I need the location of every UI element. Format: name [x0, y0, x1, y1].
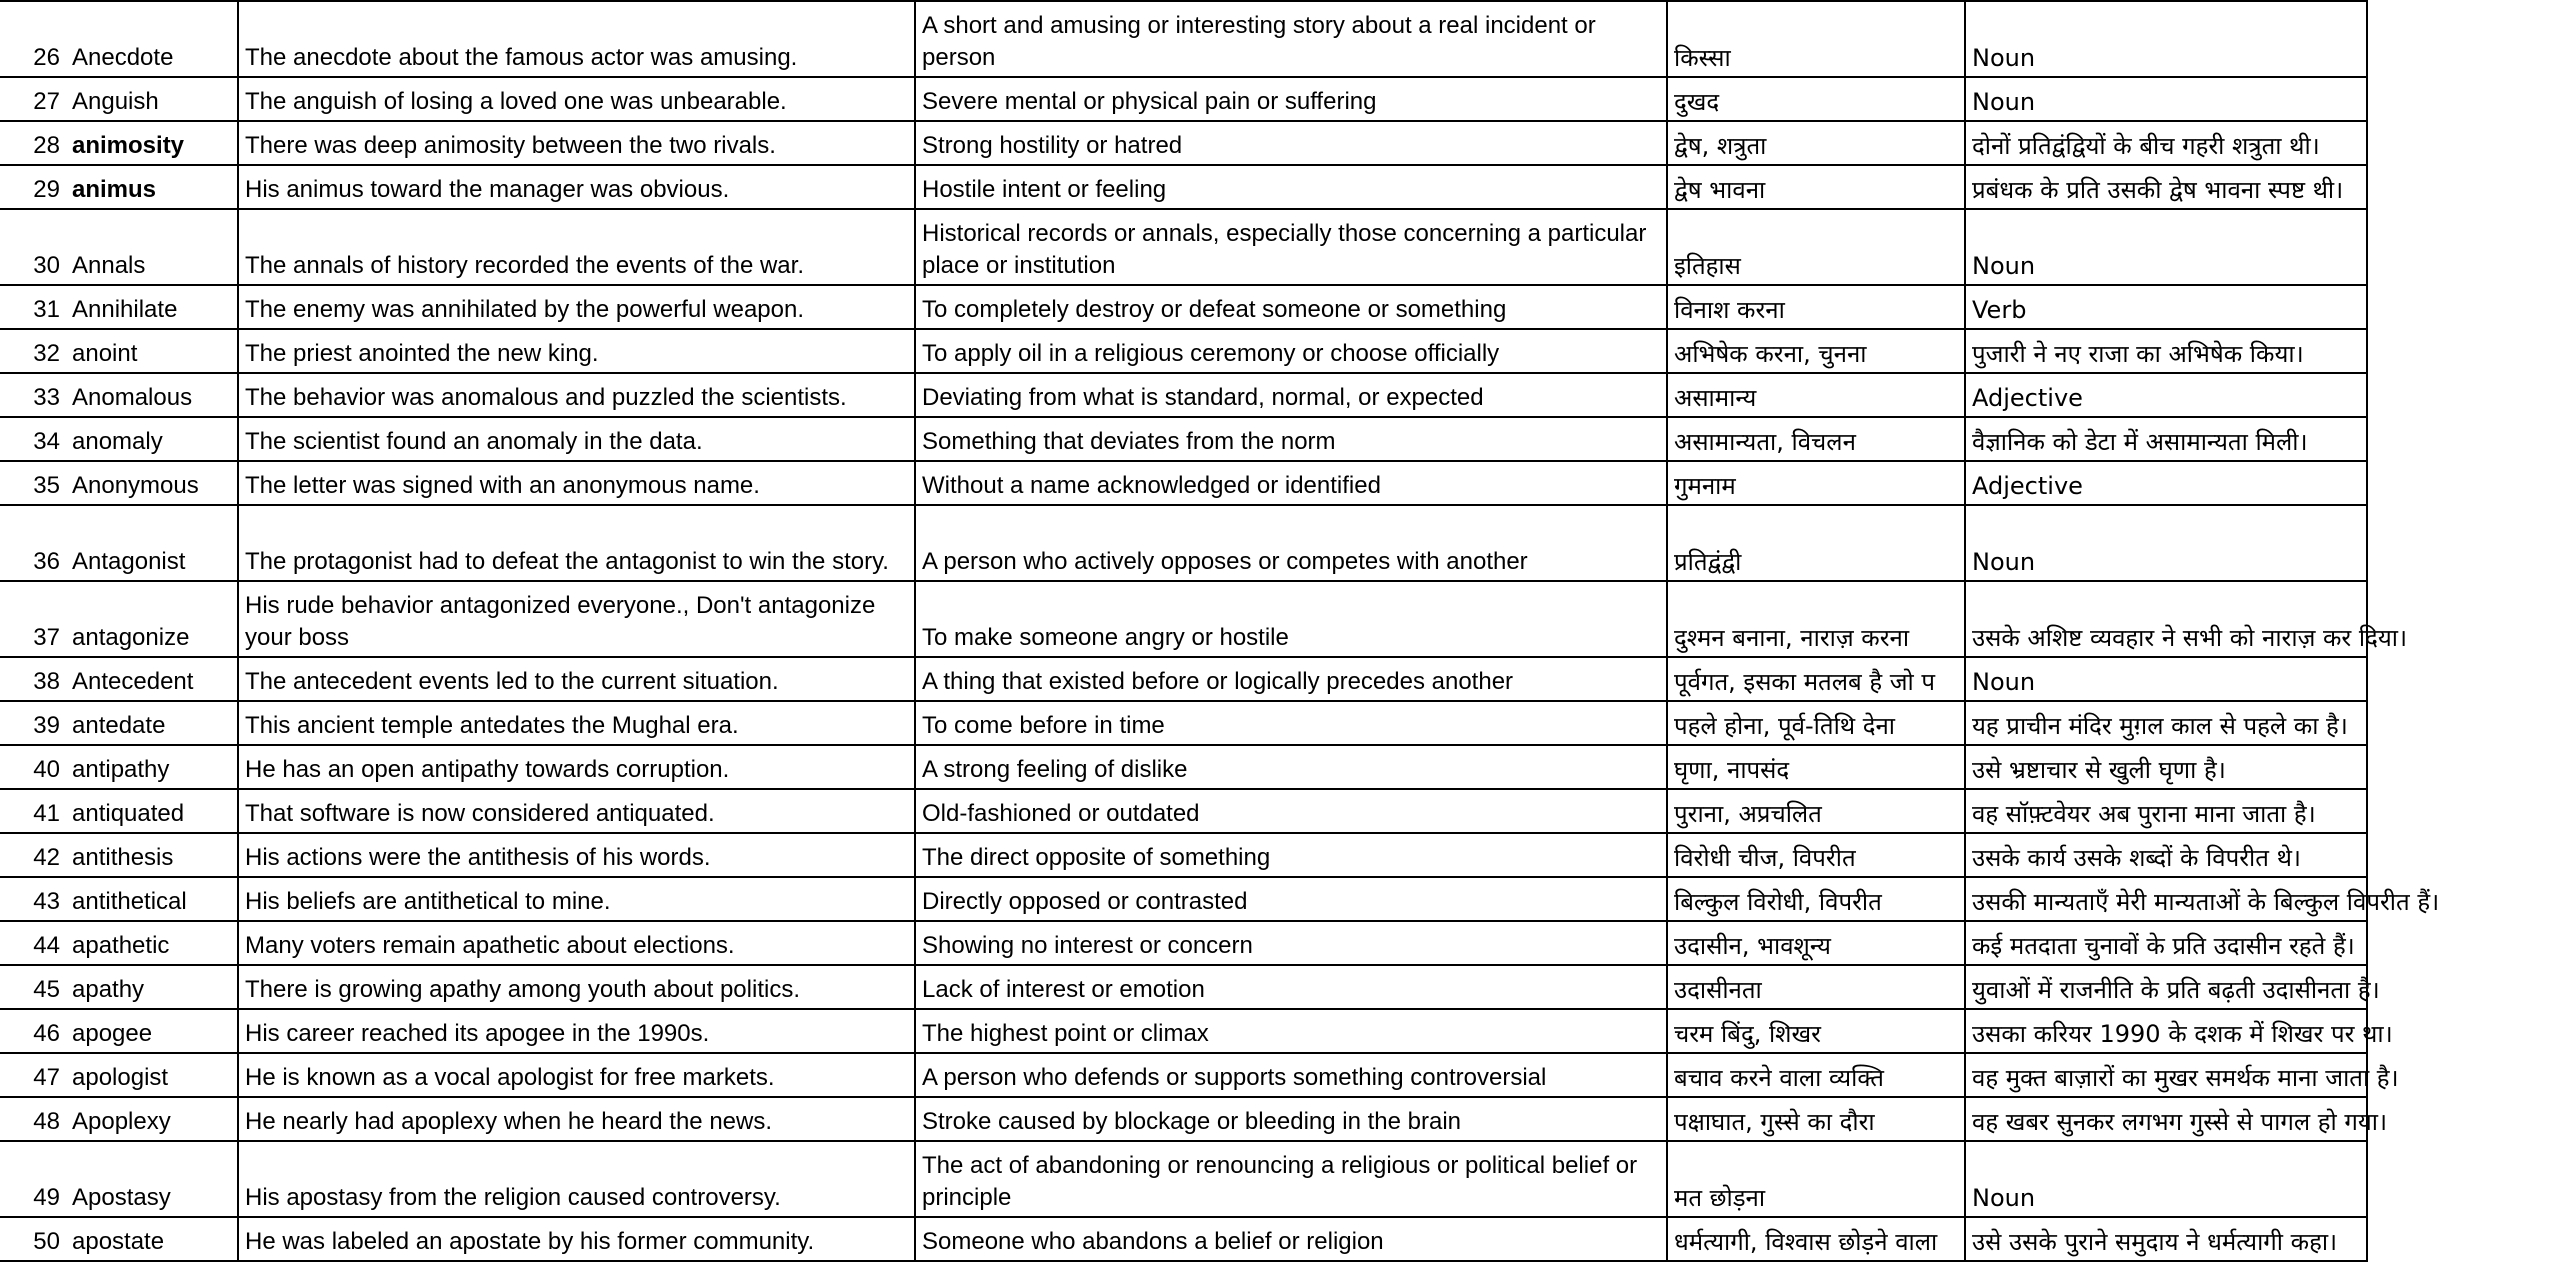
hindi-meaning-cell[interactable]: विरोधी चीज, विपरीत — [1667, 833, 1965, 877]
example-sentence-cell[interactable]: There was deep animosity between the two rivals. — [238, 121, 915, 165]
meaning-cell[interactable]: To apply oil in a religious ceremony or choose officially — [915, 329, 1667, 373]
word-cell[interactable]: apathetic — [66, 921, 238, 965]
usage-or-part-of-speech-cell[interactable]: वैज्ञानिक को डेटा में असामान्यता मिली। — [1965, 417, 2367, 461]
row-number-cell[interactable]: 38 — [0, 657, 66, 701]
table-row — [0, 877, 2367, 921]
word-cell[interactable]: antiquated — [66, 789, 238, 833]
usage-or-part-of-speech-cell[interactable]: Noun — [1965, 209, 2367, 285]
example-sentence-cell[interactable]: The anecdote about the famous actor was amusing. — [238, 1, 915, 77]
word-cell[interactable]: Anonymous — [66, 461, 238, 505]
meaning-cell[interactable]: Old-fashioned or outdated — [915, 789, 1667, 833]
usage-or-part-of-speech-cell[interactable]: कई मतदाता चुनावों के प्रति उदासीन रहते हैं। — [1965, 921, 2367, 965]
usage-or-part-of-speech-cell[interactable]: युवाओं में राजनीति के प्रति बढ़ती उदासीनता है। — [1965, 965, 2367, 1009]
meaning-cell[interactable]: A short and amusing or interesting story about a real incident or person — [915, 1, 1667, 77]
word-cell[interactable]: Antagonist — [66, 505, 238, 581]
table-row — [0, 329, 2367, 373]
meaning-cell[interactable]: Historical records or annals, especially those concerning a particular place or institution — [915, 209, 1667, 285]
table-row — [0, 1141, 2367, 1217]
row-number-cell[interactable]: 47 — [0, 1053, 66, 1097]
hindi-meaning-cell[interactable]: गुमनाम — [1667, 461, 1965, 505]
word-cell[interactable]: animus — [66, 165, 238, 209]
table-row — [0, 121, 2367, 165]
word-cell[interactable]: antipathy — [66, 745, 238, 789]
hindi-meaning-cell[interactable]: प्रतिद्वंद्वी — [1667, 505, 1965, 581]
row-number-cell[interactable]: 28 — [0, 121, 66, 165]
word-cell[interactable]: Annihilate — [66, 285, 238, 329]
meaning-cell[interactable]: Showing no interest or concern — [915, 921, 1667, 965]
hindi-meaning-cell[interactable]: द्वेष, शत्रुता — [1667, 121, 1965, 165]
usage-or-part-of-speech-cell[interactable]: उसका करियर 1990 के दशक में शिखर पर था। — [1965, 1009, 2367, 1053]
word-cell[interactable]: animosity — [66, 121, 238, 165]
row-number-cell[interactable]: 31 — [0, 285, 66, 329]
meaning-cell[interactable]: To come before in time — [915, 701, 1667, 745]
table-row — [0, 1053, 2367, 1097]
row-number-cell[interactable]: 33 — [0, 373, 66, 417]
meaning-cell[interactable]: Lack of interest or emotion — [915, 965, 1667, 1009]
example-sentence-cell[interactable]: He has an open antipathy towards corruption. — [238, 745, 915, 789]
example-sentence-cell[interactable]: His career reached its apogee in the 1990s. — [238, 1009, 915, 1053]
row-number-cell[interactable]: 34 — [0, 417, 66, 461]
row-number-cell[interactable]: 44 — [0, 921, 66, 965]
row-number-cell[interactable]: 40 — [0, 745, 66, 789]
row-number-cell[interactable]: 42 — [0, 833, 66, 877]
hindi-meaning-cell[interactable]: बिल्कुल विरोधी, विपरीत — [1667, 877, 1965, 921]
example-sentence-cell[interactable]: He is known as a vocal apologist for free markets. — [238, 1053, 915, 1097]
example-sentence-cell[interactable]: His apostasy from the religion caused controversy. — [238, 1141, 915, 1217]
table-row — [0, 373, 2367, 417]
meaning-cell[interactable]: Something that deviates from the norm — [915, 417, 1667, 461]
usage-or-part-of-speech-cell[interactable]: Noun — [1965, 77, 2367, 121]
hindi-meaning-cell[interactable]: उदासीन, भावशून्य — [1667, 921, 1965, 965]
row-number-cell[interactable]: 50 — [0, 1217, 66, 1261]
hindi-meaning-cell[interactable]: दुश्मन बनाना, नाराज़ करना — [1667, 581, 1965, 657]
word-cell[interactable]: Annals — [66, 209, 238, 285]
example-sentence-cell[interactable]: His beliefs are antithetical to mine. — [238, 877, 915, 921]
word-cell[interactable]: Antecedent — [66, 657, 238, 701]
usage-or-part-of-speech-cell[interactable]: उसकी मान्यताएँ मेरी मान्यताओं के बिल्कुल विपरीत हैं। — [1965, 877, 2367, 921]
word-cell[interactable]: anomaly — [66, 417, 238, 461]
row-number-cell[interactable]: 37 — [0, 581, 66, 657]
usage-or-part-of-speech-cell[interactable]: Noun — [1965, 657, 2367, 701]
row-number-cell[interactable]: 46 — [0, 1009, 66, 1053]
usage-or-part-of-speech-cell[interactable]: वह मुक्त बाज़ारों का मुखर समर्थक माना जाता है। — [1965, 1053, 2367, 1097]
word-cell[interactable]: Apostasy — [66, 1141, 238, 1217]
usage-or-part-of-speech-cell[interactable]: Adjective — [1965, 461, 2367, 505]
row-number-cell[interactable]: 30 — [0, 209, 66, 285]
hindi-meaning-cell[interactable]: पूर्वगत, इसका मतलब है जो प — [1667, 657, 1965, 701]
example-sentence-cell[interactable]: Many voters remain apathetic about elections. — [238, 921, 915, 965]
meaning-cell[interactable]: Deviating from what is standard, normal, or expected — [915, 373, 1667, 417]
meaning-cell[interactable]: Stroke caused by blockage or bleeding in the brain — [915, 1097, 1667, 1141]
usage-or-part-of-speech-cell[interactable]: वह सॉफ़्टवेयर अब पुराना माना जाता है। — [1965, 789, 2367, 833]
word-cell[interactable]: Anecdote — [66, 1, 238, 77]
meaning-cell[interactable]: To completely destroy or defeat someone or something — [915, 285, 1667, 329]
example-sentence-cell[interactable]: The antecedent events led to the current situation. — [238, 657, 915, 701]
table-row — [0, 1, 2367, 77]
word-cell[interactable]: apathy — [66, 965, 238, 1009]
table-row — [0, 581, 2367, 657]
row-number-cell[interactable]: 49 — [0, 1141, 66, 1217]
table-row — [0, 209, 2367, 285]
example-sentence-cell[interactable]: His rude behavior antagonized everyone., Don't antagonize your boss — [238, 581, 915, 657]
usage-or-part-of-speech-cell[interactable]: Verb — [1965, 285, 2367, 329]
word-cell[interactable]: Apoplexy — [66, 1097, 238, 1141]
meaning-cell[interactable]: The act of abandoning or renouncing a religious or political belief or principle — [915, 1141, 1667, 1217]
hindi-meaning-cell[interactable]: असामान्य — [1667, 373, 1965, 417]
table-row — [0, 505, 2367, 581]
row-number-cell[interactable]: 39 — [0, 701, 66, 745]
row-number-cell[interactable]: 41 — [0, 789, 66, 833]
example-sentence-cell[interactable]: His animus toward the manager was obvious. — [238, 165, 915, 209]
row-number-cell[interactable]: 45 — [0, 965, 66, 1009]
hindi-meaning-cell[interactable]: किस्सा — [1667, 1, 1965, 77]
hindi-meaning-cell[interactable]: इतिहास — [1667, 209, 1965, 285]
word-cell[interactable]: apogee — [66, 1009, 238, 1053]
example-sentence-cell[interactable]: His actions were the antithesis of his words. — [238, 833, 915, 877]
row-number-cell[interactable]: 35 — [0, 461, 66, 505]
usage-or-part-of-speech-cell[interactable]: उसे उसके पुराने समुदाय ने धर्मत्यागी कहा। — [1965, 1217, 2367, 1261]
meaning-cell[interactable]: Someone who abandons a belief or religion — [915, 1217, 1667, 1261]
hindi-meaning-cell[interactable]: विनाश करना — [1667, 285, 1965, 329]
hindi-meaning-cell[interactable]: पक्षाघात, गुस्से का दौरा — [1667, 1097, 1965, 1141]
word-cell[interactable]: Anguish — [66, 77, 238, 121]
hindi-meaning-cell[interactable]: पहले होना, पूर्व-तिथि देना — [1667, 701, 1965, 745]
table-row — [0, 77, 2367, 121]
usage-or-part-of-speech-cell[interactable]: Noun — [1965, 1, 2367, 77]
example-sentence-cell[interactable]: That software is now considered antiquated. — [238, 789, 915, 833]
usage-or-part-of-speech-cell[interactable]: Noun — [1965, 1141, 2367, 1217]
table-row — [0, 833, 2367, 877]
meaning-cell[interactable]: Directly opposed or contrasted — [915, 877, 1667, 921]
row-number-cell[interactable]: 48 — [0, 1097, 66, 1141]
example-sentence-cell[interactable]: The letter was signed with an anonymous name. — [238, 461, 915, 505]
example-sentence-cell[interactable]: He nearly had apoplexy when he heard the news. — [238, 1097, 915, 1141]
table-row — [0, 701, 2367, 745]
row-number-cell[interactable]: 29 — [0, 165, 66, 209]
usage-or-part-of-speech-cell[interactable]: Noun — [1965, 505, 2367, 581]
hindi-meaning-cell[interactable]: दुखद — [1667, 77, 1965, 121]
hindi-meaning-cell[interactable]: बचाव करने वाला व्यक्ति — [1667, 1053, 1965, 1097]
table-row — [0, 745, 2367, 789]
usage-or-part-of-speech-cell[interactable]: उसे भ्रष्टाचार से खुली घृणा है। — [1965, 745, 2367, 789]
hindi-meaning-cell[interactable]: धर्मत्यागी, विश्वास छोड़ने वाला — [1667, 1217, 1965, 1261]
table-row — [0, 789, 2367, 833]
table-row — [0, 461, 2367, 505]
meaning-cell[interactable]: The direct opposite of something — [915, 833, 1667, 877]
meaning-cell[interactable]: A person who actively opposes or competes with another — [915, 505, 1667, 581]
table-row — [0, 1009, 2367, 1053]
meaning-cell[interactable]: A thing that existed before or logically precedes another — [915, 657, 1667, 701]
table-row — [0, 1217, 2367, 1261]
table-row — [0, 657, 2367, 701]
usage-or-part-of-speech-cell[interactable]: उसके कार्य उसके शब्दों के विपरीत थे। — [1965, 833, 2367, 877]
example-sentence-cell[interactable]: This ancient temple antedates the Mughal era. — [238, 701, 915, 745]
table-row — [0, 921, 2367, 965]
meaning-cell[interactable]: A person who defends or supports something controversial — [915, 1053, 1667, 1097]
meaning-cell[interactable]: Strong hostility or hatred — [915, 121, 1667, 165]
usage-or-part-of-speech-cell[interactable]: उसके अशिष्ट व्यवहार ने सभी को नाराज़ कर दिया। — [1965, 581, 2367, 657]
example-sentence-cell[interactable]: The annals of history recorded the events of the war. — [238, 209, 915, 285]
table-row — [0, 965, 2367, 1009]
meaning-cell[interactable]: Severe mental or physical pain or suffering — [915, 77, 1667, 121]
table-row — [0, 165, 2367, 209]
usage-or-part-of-speech-cell[interactable]: Adjective — [1965, 373, 2367, 417]
table-row — [0, 1097, 2367, 1141]
word-cell[interactable]: anoint — [66, 329, 238, 373]
row-number-cell[interactable]: 36 — [0, 505, 66, 581]
usage-or-part-of-speech-cell[interactable]: वह खबर सुनकर लगभग गुस्से से पागल हो गया। — [1965, 1097, 2367, 1141]
word-cell[interactable]: antagonize — [66, 581, 238, 657]
example-sentence-cell[interactable]: The protagonist had to defeat the antagonist to win the story. — [238, 505, 915, 581]
example-sentence-cell[interactable]: The behavior was anomalous and puzzled the scientists. — [238, 373, 915, 417]
word-cell[interactable]: apologist — [66, 1053, 238, 1097]
word-cell[interactable]: antithetical — [66, 877, 238, 921]
row-number-cell[interactable]: 32 — [0, 329, 66, 373]
example-sentence-cell[interactable]: The enemy was annihilated by the powerful weapon. — [238, 285, 915, 329]
hindi-meaning-cell[interactable]: पुराना, अप्रचलित — [1667, 789, 1965, 833]
hindi-meaning-cell[interactable]: मत छोड़ना — [1667, 1141, 1965, 1217]
hindi-meaning-cell[interactable]: अभिषेक करना, चुनना — [1667, 329, 1965, 373]
meaning-cell[interactable]: Hostile intent or feeling — [915, 165, 1667, 209]
usage-or-part-of-speech-cell[interactable]: यह प्राचीन मंदिर मुग़ल काल से पहले का है। — [1965, 701, 2367, 745]
table-row — [0, 285, 2367, 329]
table-row — [0, 417, 2367, 461]
hindi-meaning-cell[interactable]: द्वेष भावना — [1667, 165, 1965, 209]
example-sentence-cell[interactable]: There is growing apathy among youth about politics. — [238, 965, 915, 1009]
hindi-meaning-cell[interactable]: असामान्यता, विचलन — [1667, 417, 1965, 461]
example-sentence-cell[interactable]: The priest anointed the new king. — [238, 329, 915, 373]
usage-or-part-of-speech-cell[interactable]: दोनों प्रतिद्वंद्वियों के बीच गहरी शत्रुता थी। — [1965, 121, 2367, 165]
meaning-cell[interactable]: Without a name acknowledged or identified — [915, 461, 1667, 505]
hindi-meaning-cell[interactable]: घृणा, नापसंद — [1667, 745, 1965, 789]
example-sentence-cell[interactable]: The scientist found an anomaly in the data. — [238, 417, 915, 461]
row-number-cell[interactable]: 43 — [0, 877, 66, 921]
word-cell[interactable]: antithesis — [66, 833, 238, 877]
meaning-cell[interactable]: A strong feeling of dislike — [915, 745, 1667, 789]
example-sentence-cell[interactable]: He was labeled an apostate by his former community. — [238, 1217, 915, 1261]
example-sentence-cell[interactable]: The anguish of losing a loved one was unbearable. — [238, 77, 915, 121]
hindi-meaning-cell[interactable]: चरम बिंदु, शिखर — [1667, 1009, 1965, 1053]
word-cell[interactable]: antedate — [66, 701, 238, 745]
meaning-cell[interactable]: To make someone angry or hostile — [915, 581, 1667, 657]
word-cell[interactable]: apostate — [66, 1217, 238, 1261]
word-cell[interactable]: Anomalous — [66, 373, 238, 417]
meaning-cell[interactable]: The highest point or climax — [915, 1009, 1667, 1053]
usage-or-part-of-speech-cell[interactable]: पुजारी ने नए राजा का अभिषेक किया। — [1965, 329, 2367, 373]
row-number-cell[interactable]: 26 — [0, 1, 66, 77]
row-number-cell[interactable]: 27 — [0, 77, 66, 121]
usage-or-part-of-speech-cell[interactable]: प्रबंधक के प्रति उसकी द्वेष भावना स्पष्ट थी। — [1965, 165, 2367, 209]
hindi-meaning-cell[interactable]: उदासीनता — [1667, 965, 1965, 1009]
